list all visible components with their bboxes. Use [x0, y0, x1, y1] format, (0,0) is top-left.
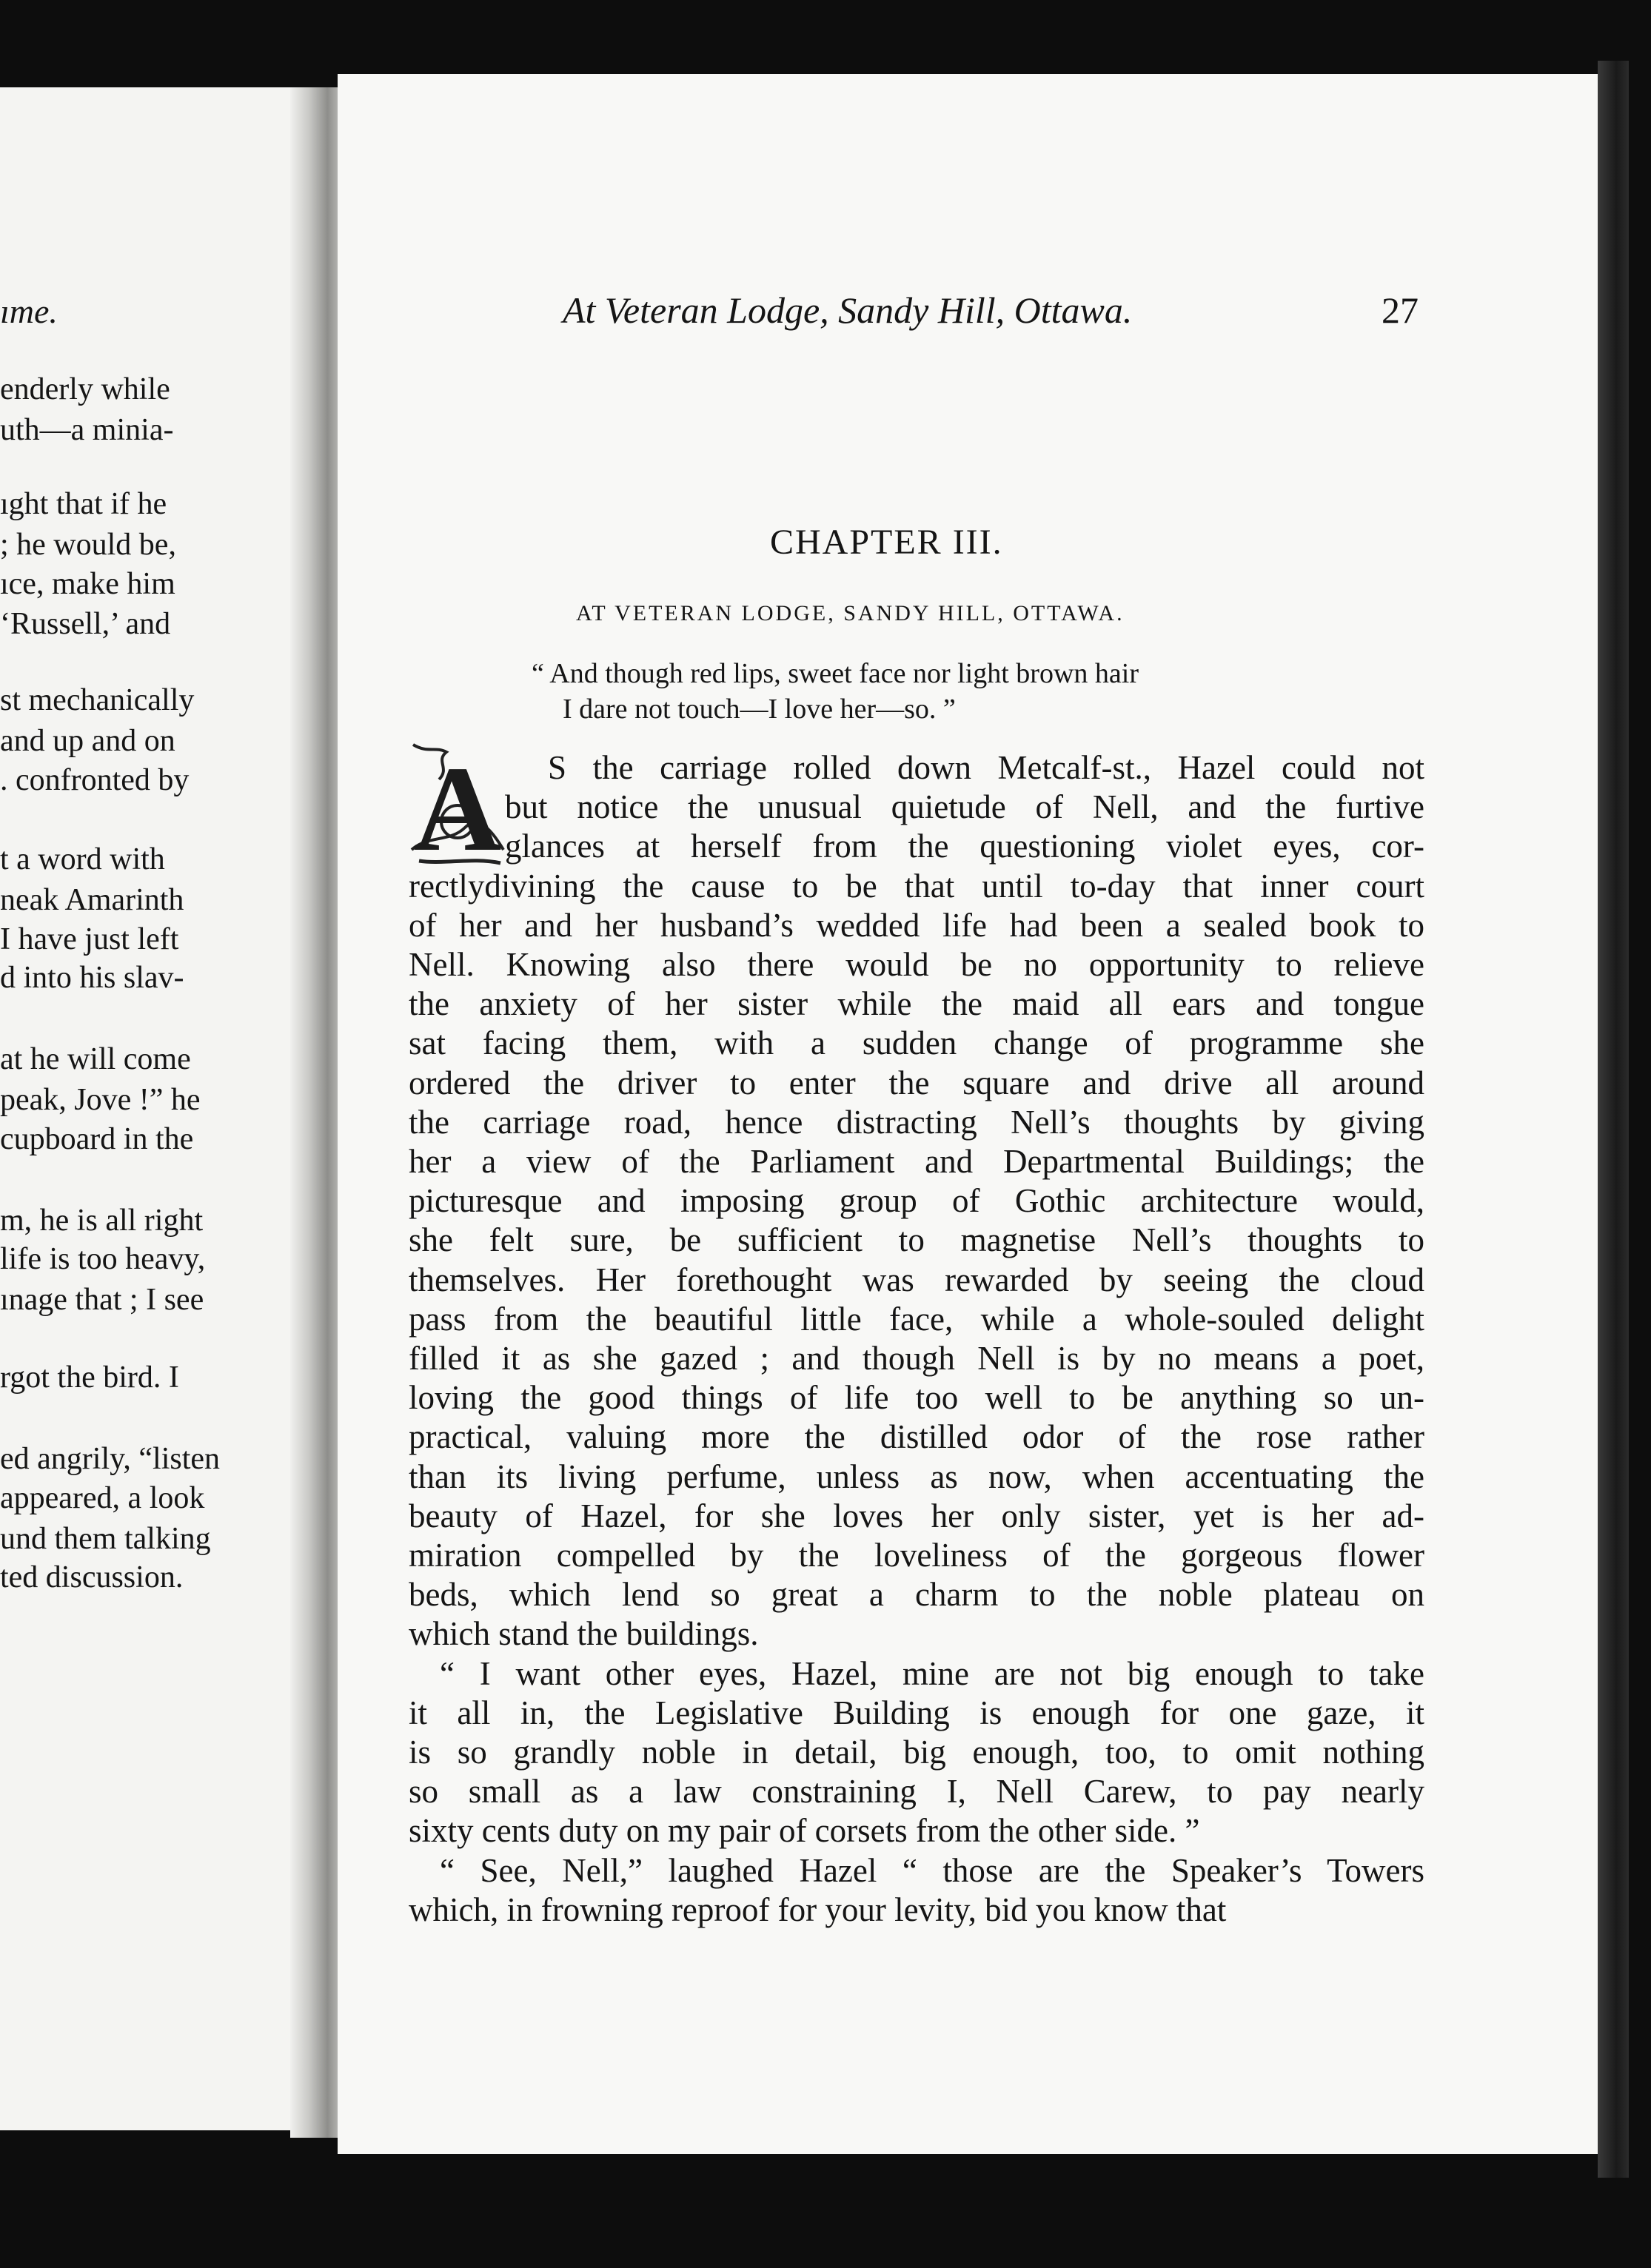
body-text-line: filled it as she gazed ; and though Nell is by no means a poet,	[409, 1340, 1424, 1377]
body-text-line: sat facing them, with a sudden change of programme she	[409, 1024, 1424, 1061]
running-header: At Veteran Lodge, Sandy Hill, Ottawa.	[563, 289, 1133, 331]
left-page-line: cupboard in the	[0, 1122, 194, 1156]
body-text-line: pass from the beautiful little face, while a whole-souled delight	[409, 1301, 1424, 1338]
left-page-line: ınage that ; I see	[0, 1283, 204, 1317]
drop-cap-letter: A	[413, 741, 502, 872]
body-text-line: the carriage road, hence distracting Nell’s thoughts by giving	[409, 1104, 1424, 1141]
body-text-line: which, in frowning reproof for your levity, bid you know that	[409, 1891, 1227, 1928]
body-text-line: is so grandly noble in detail, big enough, too, to omit nothing	[409, 1734, 1424, 1771]
body-text-line: of her and her husband’s wedded life had been a sealed book to	[409, 907, 1424, 944]
body-text-line: S the carriage rolled down Metcalf-st., Hazel could not	[548, 749, 1424, 786]
left-page-line: I have just left	[0, 922, 179, 956]
left-page-line: uth—a minia-	[0, 413, 174, 447]
left-page-line: ıce, make him	[0, 567, 175, 601]
body-text-line: beds, which lend so great a charm to the noble plateau on	[409, 1576, 1424, 1613]
body-text-line: “ I want other eyes, Hazel, mine are not big enough to take	[440, 1655, 1424, 1692]
left-page-line: at he will come	[0, 1042, 191, 1076]
body-text-line: sixty cents duty on my pair of corsets from the other side. ”	[409, 1812, 1200, 1849]
left-page-line: neak Amarinth	[0, 883, 184, 917]
left-page-line: t a word with	[0, 842, 165, 876]
left-page-line: enderly while	[0, 372, 170, 406]
left-page-line: appeared, a look	[0, 1481, 205, 1515]
chapter-subtitle: AT VETERAN LODGE, SANDY HILL, OTTAWA.	[576, 601, 1125, 625]
body-text-line: than its living perfume, unless as now, when accentuating the	[409, 1458, 1424, 1495]
left-page-line: ıght that if he	[0, 487, 167, 521]
body-text-line: so small as a law constraining I, Nell Carew, to pay nearly	[409, 1773, 1424, 1810]
left-page-line: and up and on	[0, 724, 175, 758]
left-page-line: d into his slav-	[0, 961, 184, 995]
page-number: 27	[1382, 289, 1419, 331]
left-page-line: st mechanically	[0, 683, 195, 717]
body-text-line: her a view of the Parliament and Departmental Buildings; the	[409, 1143, 1424, 1180]
body-text-line: beauty of Hazel, for she loves her only sister, yet is her ad-	[409, 1497, 1424, 1534]
left-page-line: life is too heavy,	[0, 1242, 206, 1276]
body-text-line: it all in, the Legislative Building is enough for one gaze, it	[409, 1694, 1424, 1731]
body-text-line: but notice the unusual quietude of Nell, and the furtive	[505, 788, 1424, 825]
left-page-line: m, he is all right	[0, 1204, 204, 1238]
body-text-line: themselves. Her forethought was rewarded by seeing the cloud	[409, 1261, 1424, 1298]
left-page-line: rgot the bird. I	[0, 1361, 179, 1395]
body-text-line: rectlydivining the cause to be that until to-day that inner court	[409, 868, 1424, 905]
body-text-line: glances at herself from the questioning violet eyes, cor-	[505, 828, 1424, 865]
body-text-line: Nell. Knowing also there would be no opportunity to relieve	[409, 946, 1424, 983]
body-text-line: loving the good things of life too well to be anything so un-	[409, 1379, 1424, 1416]
left-running-header: ıme.	[0, 292, 58, 330]
left-page-line: ; he would be,	[0, 528, 176, 562]
body-text-line: which stand the buildings.	[409, 1615, 759, 1652]
ornamental-drop-cap	[406, 739, 509, 872]
epigraph-line: I dare not touch—I love her—so. ”	[563, 694, 956, 725]
body-text-line: “ See, Nell,” laughed Hazel “ those are the Speaker’s Towers	[440, 1852, 1424, 1889]
body-text-line: miration compelled by the loveliness of the gorgeous flower	[409, 1537, 1424, 1574]
left-page-line: ed angrily, “listen	[0, 1442, 221, 1476]
left-page-line: ‘Russell,’ and	[0, 607, 171, 641]
chapter-title: CHAPTER III.	[770, 523, 1003, 562]
left-page-line: und them talking	[0, 1522, 211, 1556]
body-text-line: she felt sure, be sufficient to magnetise Nell’s thoughts to	[409, 1221, 1424, 1258]
left-page-line: peak, Jove !” he	[0, 1083, 201, 1117]
left-page-line: . confronted by	[0, 763, 190, 797]
left-page-line: ted discussion.	[0, 1560, 184, 1594]
body-text-line: practical, valuing more the distilled odor of the rose rather	[409, 1418, 1424, 1455]
body-text-line: ordered the driver to enter the square and drive all around	[409, 1064, 1424, 1101]
body-text-line: the anxiety of her sister while the maid all ears and tongue	[409, 985, 1424, 1022]
book-cover-edge	[1598, 61, 1629, 2178]
body-text-line: picturesque and imposing group of Gothic architecture would,	[409, 1182, 1424, 1219]
epigraph-line: “ And though red lips, sweet face nor light brown hair	[532, 658, 1139, 689]
